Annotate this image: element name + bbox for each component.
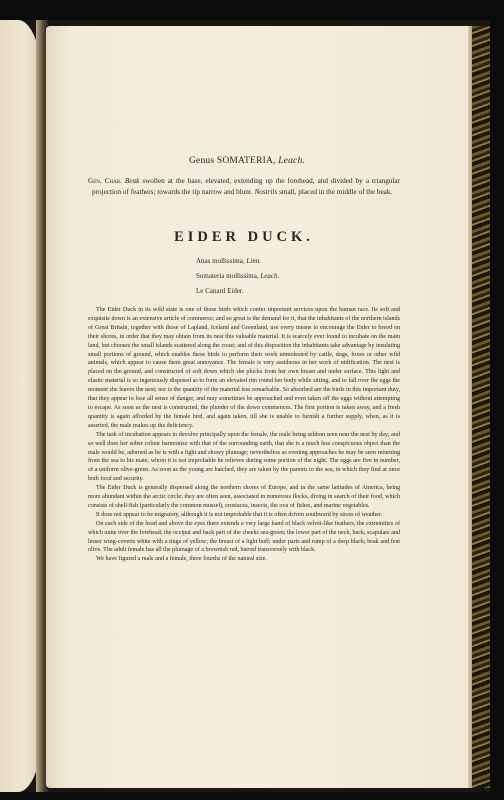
gen-char-nostrils: Nostrils [254,187,278,196]
gen-char-nostrils-desc: small, placed in the middle of the beak. [279,187,393,196]
paragraph: The task of incubation appears to devolve principally upon the female, the male being seldom seen near the nest by day; and so well does her sober colour harmonize with that of the surrounding earth, that she is a much less conspicuous object than the male would be, adorned as he is with a light and showy plumage; nevertheless as evening approaches he may be seen returning from the sea to his mate, whom it is not improbable he relieves during some portion of the night. The eggs are five in number, of a uniform olive-green. As soon as the young are hatched, they are taken by the parents to the sea, in which they find at once both food and security. [88,431,400,483]
paragraph: It does not appear to be migratory, although it is not improbable that it is often driven southward by stress of weather. [96,511,383,518]
body-text [88,306,400,564]
page-title: EIDER DUCK. [174,229,314,245]
page-text [88,156,400,564]
synonym-name: Somateria mollissima, [196,272,259,280]
synonym-name: Anas mollissima, [196,257,245,265]
genus-prefix: Genus [189,156,215,166]
paragraph: We have figured a male and a female, three fourths of the natural size. [96,556,267,563]
gen-char-label: Gen. Char. [88,177,122,185]
genus-name: SOMATERIA, [216,156,276,166]
paragraph: The Eider Duck is generally dispersed along the northern shores of Europe, and in the same latitudes of America, being more abundant within the arctic circle; they are often seen, associated in numerous flocks, diving in search of their food, which consists of shell-fish (particularly the common mussel), crustacea, insects, the ova of fishes, and marine vegetables. [88,485,400,509]
synonym-authority: Linn. [246,257,261,265]
gen-char-beak: Beak [124,177,140,185]
synonym-name: Le Canard Eider. [196,287,244,295]
synonym-authority: Leach. [260,272,280,280]
marbled-edge [472,26,490,788]
synonym-line [196,284,400,299]
synonym-line [196,254,400,269]
generic-character [88,176,400,197]
gen-char-beak-desc: swollen at the base, elevated, extending up the forehead, and divided by a triangular projection of feathers; towards the tip narrow and blunt. [92,177,400,196]
genus-author: Leach. [278,156,305,166]
paragraph: On each side of the head and above the eyes there extends a very large band of black velvet-like feathers, the extremities of which unite over the forehead; the occiput and back part of the cheeks sea-green; the lower part of the neck, back, scapulars and lesser wing-coverts white with a tinge of yellow; the breast of a light buff; under parts and rump of a deep black; beak and feet olive. The adult female has all the plumage of a brownish red, barred transversely with black. [88,520,401,554]
synonym-line [196,269,400,284]
synonym-list [196,254,400,299]
paragraph: The Eider Duck in its wild state is one of those birds which confer important services upon the human race. Its soft and exquisite down is an extensive article of commerce; and so great is the demand for it, that the inhabitants of the northern islands of Great Britain, together with those of Lapland, Iceland and Greenland, use every means to encourage the Eider to breed on their shores, in order that they may obtain from its nest this valuable material. It is scarcely ever found to incubate on the main land, but chooses the small islands scattered along the coast; and of this disposition the inhabitants take advantage by insulating small portions of ground, which enables these birds to perform their work unmolested by cattle, dogs, foxes or other wild animals, which appear to cause them great annoyance. The female is very assiduous in her work of nidification. The nest is placed on the ground, and constructed of soft down which she plucks from her own breast and under surface. This light and elastic material is so ingeniously disposed as to form an elevated rim round her body while sitting, and to fall over the eggs the moment she leaves the nest; nor is the quantity of the material less remarkable. So absorbed are the birds in this important duty, that they appear to lose all sense of danger, and may sometimes be approached and even taken off the eggs without attempting to escape. As soon as the nest is constructed, the plunder of the down commences. The first portion is taken away, and a fresh quantity is again afforded by the female bird, and again taken, till she is unable to furnish a further supply, when, as it is asserted, the male makes up the deficiency. [88,307,400,429]
genus-heading [94,156,400,166]
